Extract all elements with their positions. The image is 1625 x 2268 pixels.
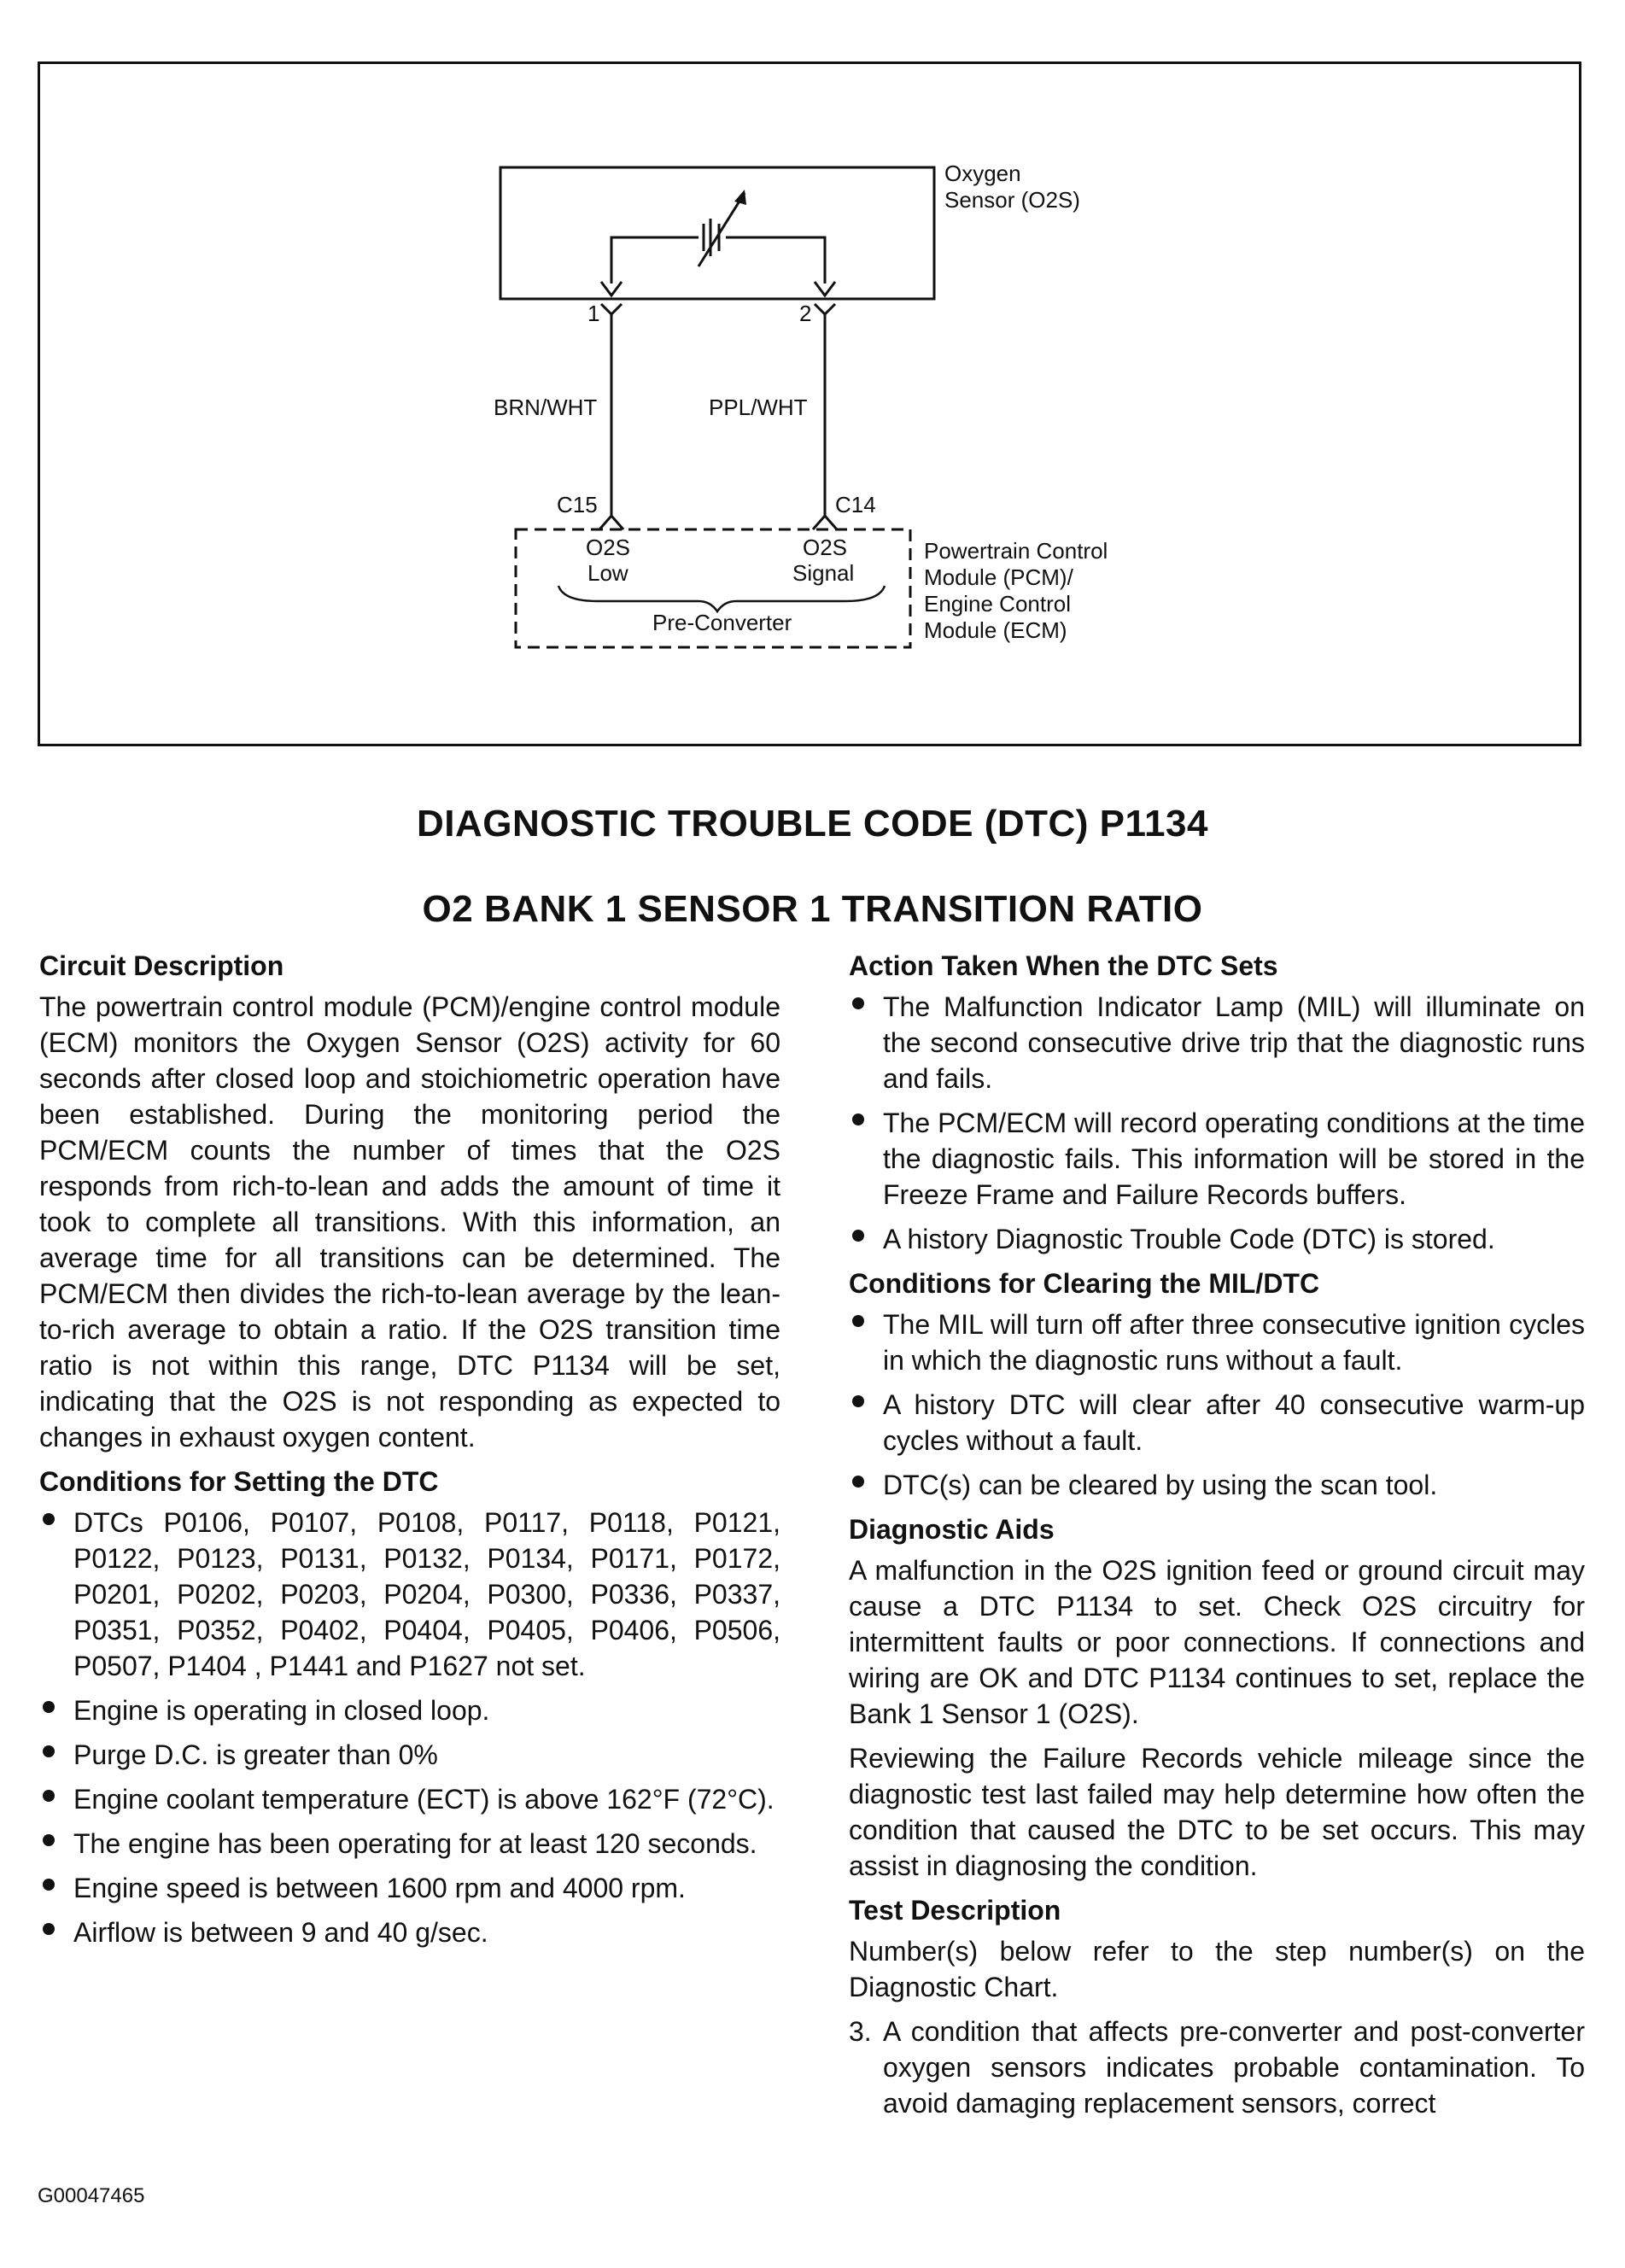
bullet-icon: [852, 1315, 864, 1327]
pin1-label: 1: [587, 301, 600, 326]
bullet-icon: [43, 1745, 55, 1757]
sensor-label-line2: Sensor (O2S): [944, 187, 1080, 213]
o2s-signal-line2: Signal: [792, 560, 855, 586]
variable-arrow-head: [734, 190, 746, 205]
list-item: The engine has been operating for at least 120 seconds.: [39, 1826, 780, 1862]
bullet-icon: [852, 1230, 864, 1242]
list-item: DTC(s) can be cleared by using the scan tool.: [849, 1467, 1585, 1503]
connector-c15-label: C15: [557, 492, 598, 517]
action-taken-list: [849, 989, 1585, 1257]
pin1-arrow: [601, 282, 622, 295]
list-item: [849, 2014, 1585, 2121]
bullet-icon: [43, 1790, 55, 1802]
setting-conditions-heading: Conditions for Setting the DTC: [39, 1466, 439, 1497]
o2s-low-line2: Low: [587, 560, 628, 586]
list-item: DTCs P0106, P0107, P0108, P0117, P0118, P0121, P0122, P0123, P0131, P0132, P0134, P0171, P0172, P0201, P0202, P0203, P0204, P0300, P0336, P0337, P0351, P0352, P0402, P0404, P0405, P0406, P0506, P0507, P1404 , P1441 and P1627 not set.: [39, 1505, 780, 1684]
clearing-conditions-list: [849, 1306, 1585, 1503]
list-item: Engine coolant temperature (ECT) is above 162°F (72°C).: [39, 1781, 780, 1817]
sensor-internal-wire: [611, 237, 699, 284]
list-item: The Malfunction Indicator Lamp (MIL) will illuminate on the second consecutive drive trip that the diagnostic runs and fails.: [849, 989, 1585, 1096]
c15-connector: [599, 516, 623, 529]
bullet-icon: [43, 1834, 55, 1846]
page-title: DIAGNOSTIC TROUBLE CODE (DTC) P1134: [417, 803, 1208, 845]
action-taken-heading: Action Taken When the DTC Sets: [849, 950, 1278, 981]
module-label-line3: Engine Control: [924, 591, 1071, 617]
test-steps-list: [849, 2014, 1585, 2121]
o2s-low-line1: O2S: [586, 535, 631, 560]
diagnostic-aids-text-2: Reviewing the Failure Records vehicle mileage since the diagnostic test last failed may help determine how often the condition that caused the DTC to be set occurs. This may assist in diagnosing the condition.: [849, 1743, 1585, 1881]
pre-converter-label: Pre-Converter: [652, 610, 792, 635]
right-column: [849, 948, 1585, 2130]
list-item: The PCM/ECM will record operating conditions at the time the diagnostic fails. This information will be stored in the Freeze Frame and Failure Records buffers.: [849, 1105, 1585, 1213]
connector-c14-label: C14: [835, 492, 876, 517]
bullet-icon: [852, 1476, 864, 1488]
bullet-icon: [43, 1923, 55, 1935]
bullet-icon: [43, 1513, 55, 1525]
list-item: Engine speed is between 1600 rpm and 4000 rpm.: [39, 1870, 780, 1906]
list-item: Airflow is between 9 and 40 g/sec.: [39, 1914, 780, 1950]
step-number: 3.: [849, 2016, 872, 2047]
document-id: G00047465: [38, 2184, 145, 2207]
clearing-conditions-heading: Conditions for Clearing the MIL/DTC: [849, 1268, 1320, 1299]
test-description-intro: Number(s) below refer to the step number(s) on the Diagnostic Chart.: [849, 1936, 1585, 2002]
circuit-description-text: The powertrain control module (PCM)/engine control module (ECM) monitors the Oxygen Sensor (O2S) activity for 60 seconds after closed loop and stoichiometric operation have been established. During the monitoring period the PCM/ECM counts the number of times that the O2S responds from rich-to-lean and adds the amount of time it took to complete all transitions. With this information, an average time for all transitions can be determined. The PCM/ECM then divides the rich-to-lean average by the lean-to-rich average to obtain a ratio. If the O2S transition time ratio is not within this range, DTC P1134 will be set, indicating that the O2S is not responding as expected to changes in exhaust oxygen content.: [39, 991, 780, 1453]
bullet-icon: [852, 1114, 864, 1125]
setting-conditions-list: [39, 1505, 780, 1950]
module-label-line2: Module (PCM)/: [924, 564, 1073, 590]
bullet-icon: [43, 1879, 55, 1891]
pin2-arrow: [815, 282, 835, 295]
sensor-label-line1: Oxygen: [944, 161, 1021, 186]
step-text: A condition that affects pre-converter and post-converter oxygen sensors indicates probable contamination. To avoid damaging replacement sensors, correct: [883, 2016, 1585, 2119]
diagnostic-aids-heading: Diagnostic Aids: [849, 1514, 1055, 1545]
diagnostic-aids-text-1: A malfunction in the O2S ignition feed or ground circuit may cause a DTC P1134 to set. Check O2S circuitry for intermittent faults or poor connections. If connections and wiring are OK and DTC P1134 continues to set, replace the Bank 1 Sensor 1 (O2S).: [849, 1555, 1585, 1729]
oxygen-sensor-box: [500, 167, 934, 299]
pin2-label: 2: [799, 301, 812, 326]
page-subtitle: O2 BANK 1 SENSOR 1 TRANSITION RATIO: [422, 888, 1203, 930]
left-column: [39, 948, 780, 1959]
wire1-color-label: BRN/WHT: [494, 395, 598, 420]
list-item: Engine is operating in closed loop.: [39, 1692, 780, 1728]
circuit-description-heading: Circuit Description: [39, 950, 284, 981]
test-description-heading: Test Description: [849, 1895, 1061, 1926]
wire2-color-label: PPL/WHT: [709, 395, 808, 420]
bullet-icon: [43, 1701, 55, 1713]
bullet-icon: [852, 1395, 864, 1407]
o2s-signal-line1: O2S: [803, 535, 848, 560]
pre-converter-brace: [558, 586, 885, 611]
bullet-icon: [852, 997, 864, 1009]
variable-arrow: [699, 193, 745, 266]
sensor-internal-wire-2: [726, 237, 825, 284]
list-item: Purge D.C. is greater than 0%: [39, 1737, 780, 1773]
list-item: A history Diagnostic Trouble Code (DTC) is stored.: [849, 1221, 1585, 1257]
module-label-line1: Powertrain Control: [924, 538, 1108, 564]
c14-connector: [813, 516, 837, 529]
module-label-line4: Module (ECM): [924, 617, 1067, 643]
list-item: The MIL will turn off after three consecutive ignition cycles in which the diagnostic runs without a fault.: [849, 1306, 1585, 1378]
list-item: A history DTC will clear after 40 consecutive warm-up cycles without a fault.: [849, 1387, 1585, 1458]
wiring-diagram: [0, 0, 1625, 769]
